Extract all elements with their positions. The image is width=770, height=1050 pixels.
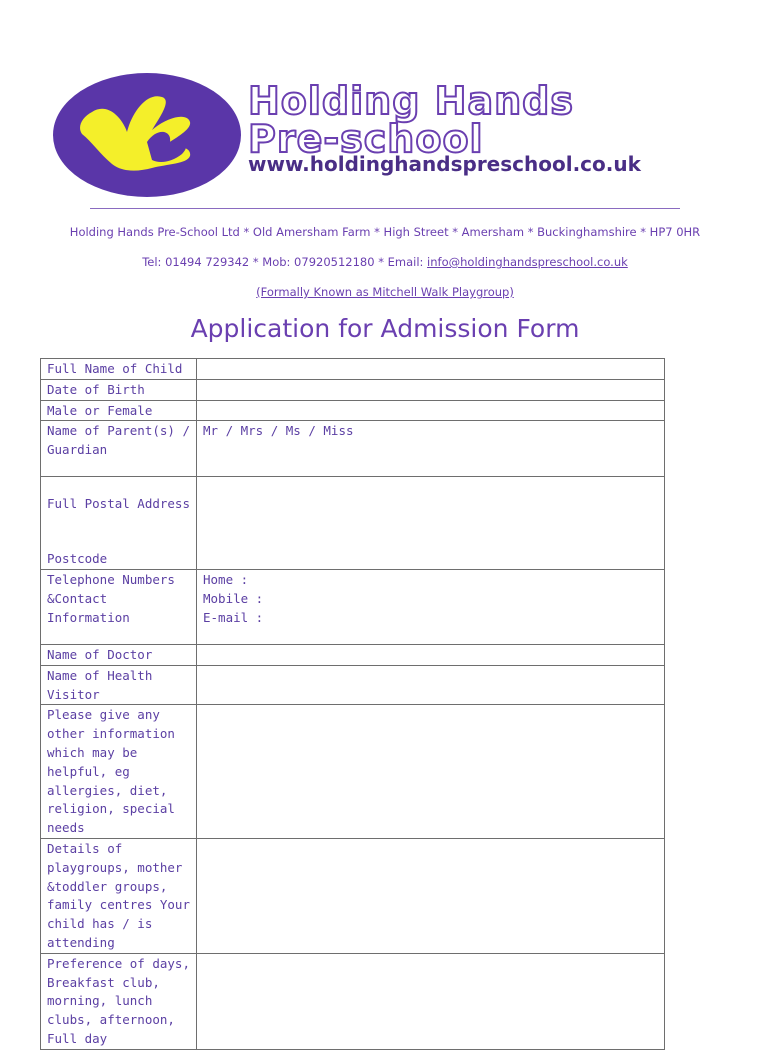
contact-numbers: Tel: 01494 729342 * Mob: 07920512180 * Email:	[142, 255, 428, 269]
hands-logo-icon	[52, 72, 242, 198]
phone-label: Telephone Numbers &Contact Information	[41, 569, 197, 644]
health-visitor-label: Name of Health Visitor	[41, 665, 197, 705]
phone-field[interactable]	[197, 569, 665, 644]
email-link[interactable]: info@holdinghandspreschool.co.uk	[427, 255, 628, 269]
table-row	[41, 838, 665, 953]
sex-label: Male or Female	[41, 400, 197, 421]
table-row	[41, 379, 665, 400]
child-name-label: Full Name of Child	[41, 359, 197, 380]
header-divider	[90, 208, 680, 209]
other-info-field[interactable]	[197, 705, 665, 839]
postcode-label: Postcode	[47, 551, 108, 567]
table-row	[41, 477, 665, 570]
brand-name-line2: Pre-school	[248, 117, 484, 161]
child-name-field[interactable]	[197, 359, 665, 380]
doctor-field[interactable]	[197, 644, 665, 665]
playgroups-field[interactable]	[197, 838, 665, 953]
formerly-known-as: (Formally Known as Mitchell Walk Playgroup)	[256, 285, 514, 299]
form-title: Application for Admission Form	[190, 314, 580, 343]
admission-form-table	[40, 358, 665, 1050]
table-row	[41, 705, 665, 839]
table-row	[41, 644, 665, 665]
address-label: Full Postal Address	[47, 496, 190, 512]
health-visitor-field[interactable]	[197, 665, 665, 705]
mobile-phone-label: Mobile :	[203, 590, 264, 606]
table-row	[41, 569, 665, 644]
brand-website: www.holdinghandspreschool.co.uk	[248, 152, 641, 176]
home-phone-label: Home :	[203, 571, 249, 587]
contact-line	[0, 255, 770, 269]
brand-name-line1: Holding Hands	[248, 79, 574, 123]
parent-field[interactable]: Mr / Mrs / Ms / Miss	[197, 421, 665, 477]
dob-field[interactable]	[197, 379, 665, 400]
other-info-label: Please give any other information which may be helpful, eg allergies, diet, religion, special needs	[41, 705, 197, 839]
table-row	[41, 421, 665, 477]
dob-label: Date of Birth	[41, 379, 197, 400]
address-label-cell	[41, 477, 197, 570]
playgroups-label: Details of playgroups, mother &toddler groups, family centres Your child has / is attending	[41, 838, 197, 953]
email-label: E-mail :	[203, 609, 264, 625]
parent-label: Name of Parent(s) / Guardian	[41, 421, 197, 477]
preference-field[interactable]	[197, 953, 665, 1049]
doctor-label: Name of Doctor	[41, 644, 197, 665]
table-row	[41, 359, 665, 380]
table-row	[41, 953, 665, 1049]
address-line: Holding Hands Pre-School Ltd * Old Amersham Farm * High Street * Amersham * Buckinghamshire * HP7 0HR	[69, 225, 701, 239]
preference-label: Preference of days, Breakfast club, morning, lunch clubs, afternoon, Full day	[41, 953, 197, 1049]
table-row	[41, 400, 665, 421]
sex-field[interactable]	[197, 400, 665, 421]
address-field[interactable]	[197, 477, 665, 570]
table-row	[41, 665, 665, 705]
